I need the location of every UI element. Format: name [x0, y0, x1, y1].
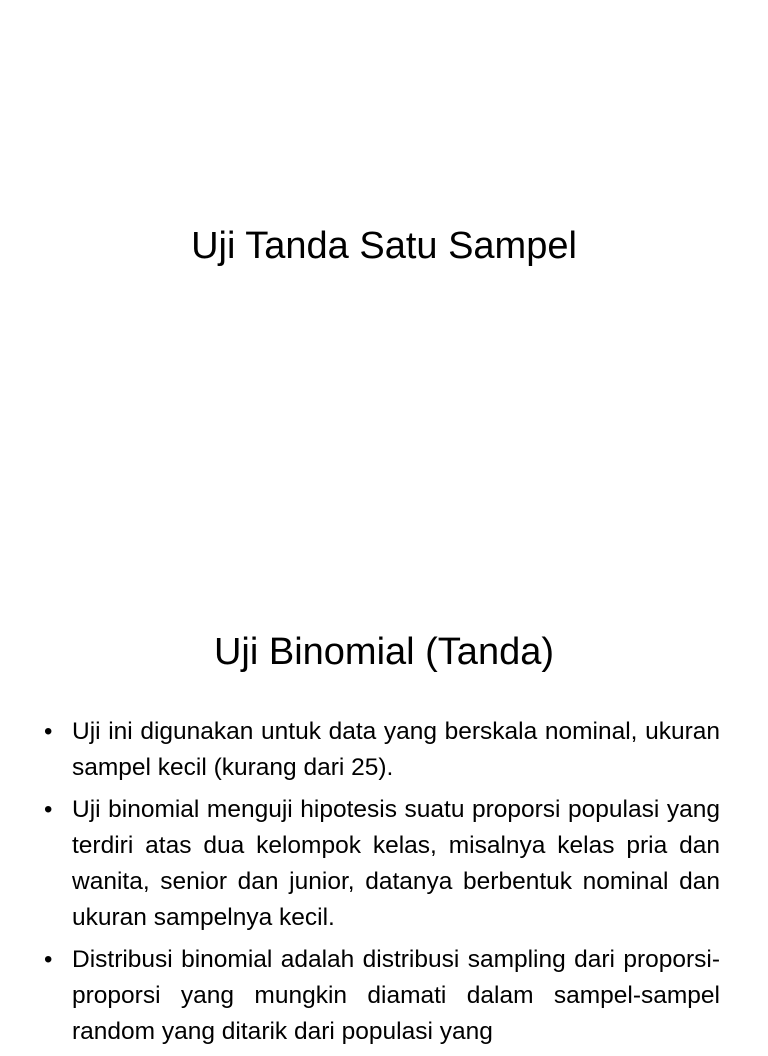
slide-2 — [0, 576, 768, 1045]
bullet-icon: • — [44, 796, 53, 823]
slide-title: Uji Tanda Satu Sampel — [191, 225, 577, 267]
bullet-text: Uji ini digunakan untuk data yang berskala nominal, ukuran sampel kecil (kurang dari 25). — [72, 718, 720, 781]
bullet-list — [44, 714, 720, 1056]
bullet-item — [44, 792, 720, 936]
bullet-text: Uji binomial menguji hipotesis suatu proporsi populasi yang terdiri atas dua kelompok kelas, misalnya kelas pria dan wanita, senior dan junior, datanya berbentuk nominal dan ukuran sampelnya kecil. — [72, 796, 720, 931]
bullet-icon: • — [44, 718, 53, 745]
bullet-text: Distribusi binomial adalah distribusi sampling dari proporsi-proporsi yang mungkin diamati dalam sampel-sampel random yang ditarik dari populasi yang — [72, 946, 720, 1045]
bullet-item — [44, 942, 720, 1050]
bullet-item — [44, 714, 720, 786]
slide-title: Uji Binomial (Tanda) — [213, 631, 554, 673]
bullet-icon: • — [44, 946, 53, 973]
